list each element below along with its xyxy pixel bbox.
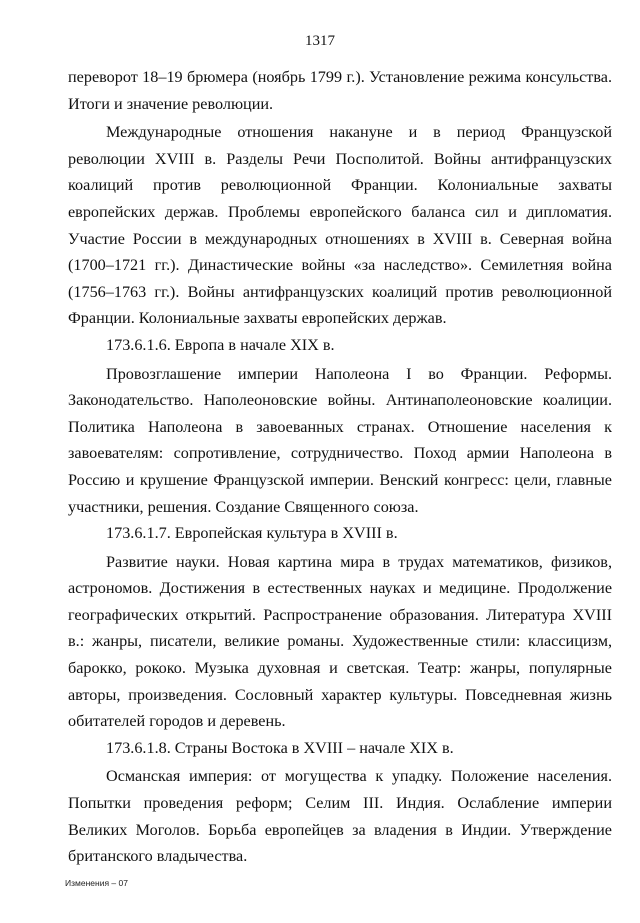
paragraph-international-relations: Международные отношения накануне и в период Французской революции XVIII в. Разделы Речи Посполитой. Войны антифранцузских коалиций против революционной Франции. Колониальные захваты европейских держав. Проблемы европейского баланса сил и дипломатия. Участие России в международных отношениях в XVIII в. Северная война (1700–1721 гг.). Династические войны «за наследство». Семилетняя война (1756–1763 гг.). Войны антифранцузских коалиций против революционной Франции. Колониальные захваты европейских держав. [68,123,612,328]
page-number: 1317 [305,33,335,49]
document-body [68,64,612,870]
paragraph-science-culture: Развитие науки. Новая картина мира в трудах математиков, физиков, астрономов. Достижения в естественных науках и медицине. Продолжение географических открытий. Распространение образования. Литература XVIII в.: жанры, писатели, великие романы. Художественные стили: классицизм, барокко, рококо. Музыка духовная и светская. Театр: жанры, популярные авторы, произведения. Сословный характер культуры. Повседневная жизнь обитателей городов и деревень. [68,552,612,731]
footer-revision-note: Изменения – 07 [65,878,128,888]
section-heading-eastern-countries: 173.6.1.8. Страны Востока в XVIII – начале XIX в. [106,738,454,757]
section-heading-europe-19th: 173.6.1.6. Европа в начале XIX в. [106,335,335,354]
section-heading-european-culture: 173.6.1.7. Европейская культура в XVIII в. [106,524,398,543]
paragraph-ottoman-india: Османская империя: от могущества к упадку. Положение населения. Попытки проведения реформ; Селим III. Индия. Ослабление империи Великих Моголов. Борьба европейцев за владения в Индии. Утверждение британского владычества. [68,767,612,866]
paragraph-napoleon-empire: Провозглашение империи Наполеона I во Франции. Реформы. Законодательство. Наполеоновские войны. Антинаполеоновские коалиции. Политика Наполеона в завоеванных странах. Отношение населения к завоевателям: сопротивление, сотрудничество. Поход армии Наполеона в Россию и крушение Французской империи. Венский конгресс: цели, главные участники, решения. Создание Священного союза. [68,364,612,516]
paragraph-revolution-end: переворот 18–19 брюмера (ноябрь 1799 г.). Установление режима консульства. Итоги и значение революции. [68,68,612,113]
